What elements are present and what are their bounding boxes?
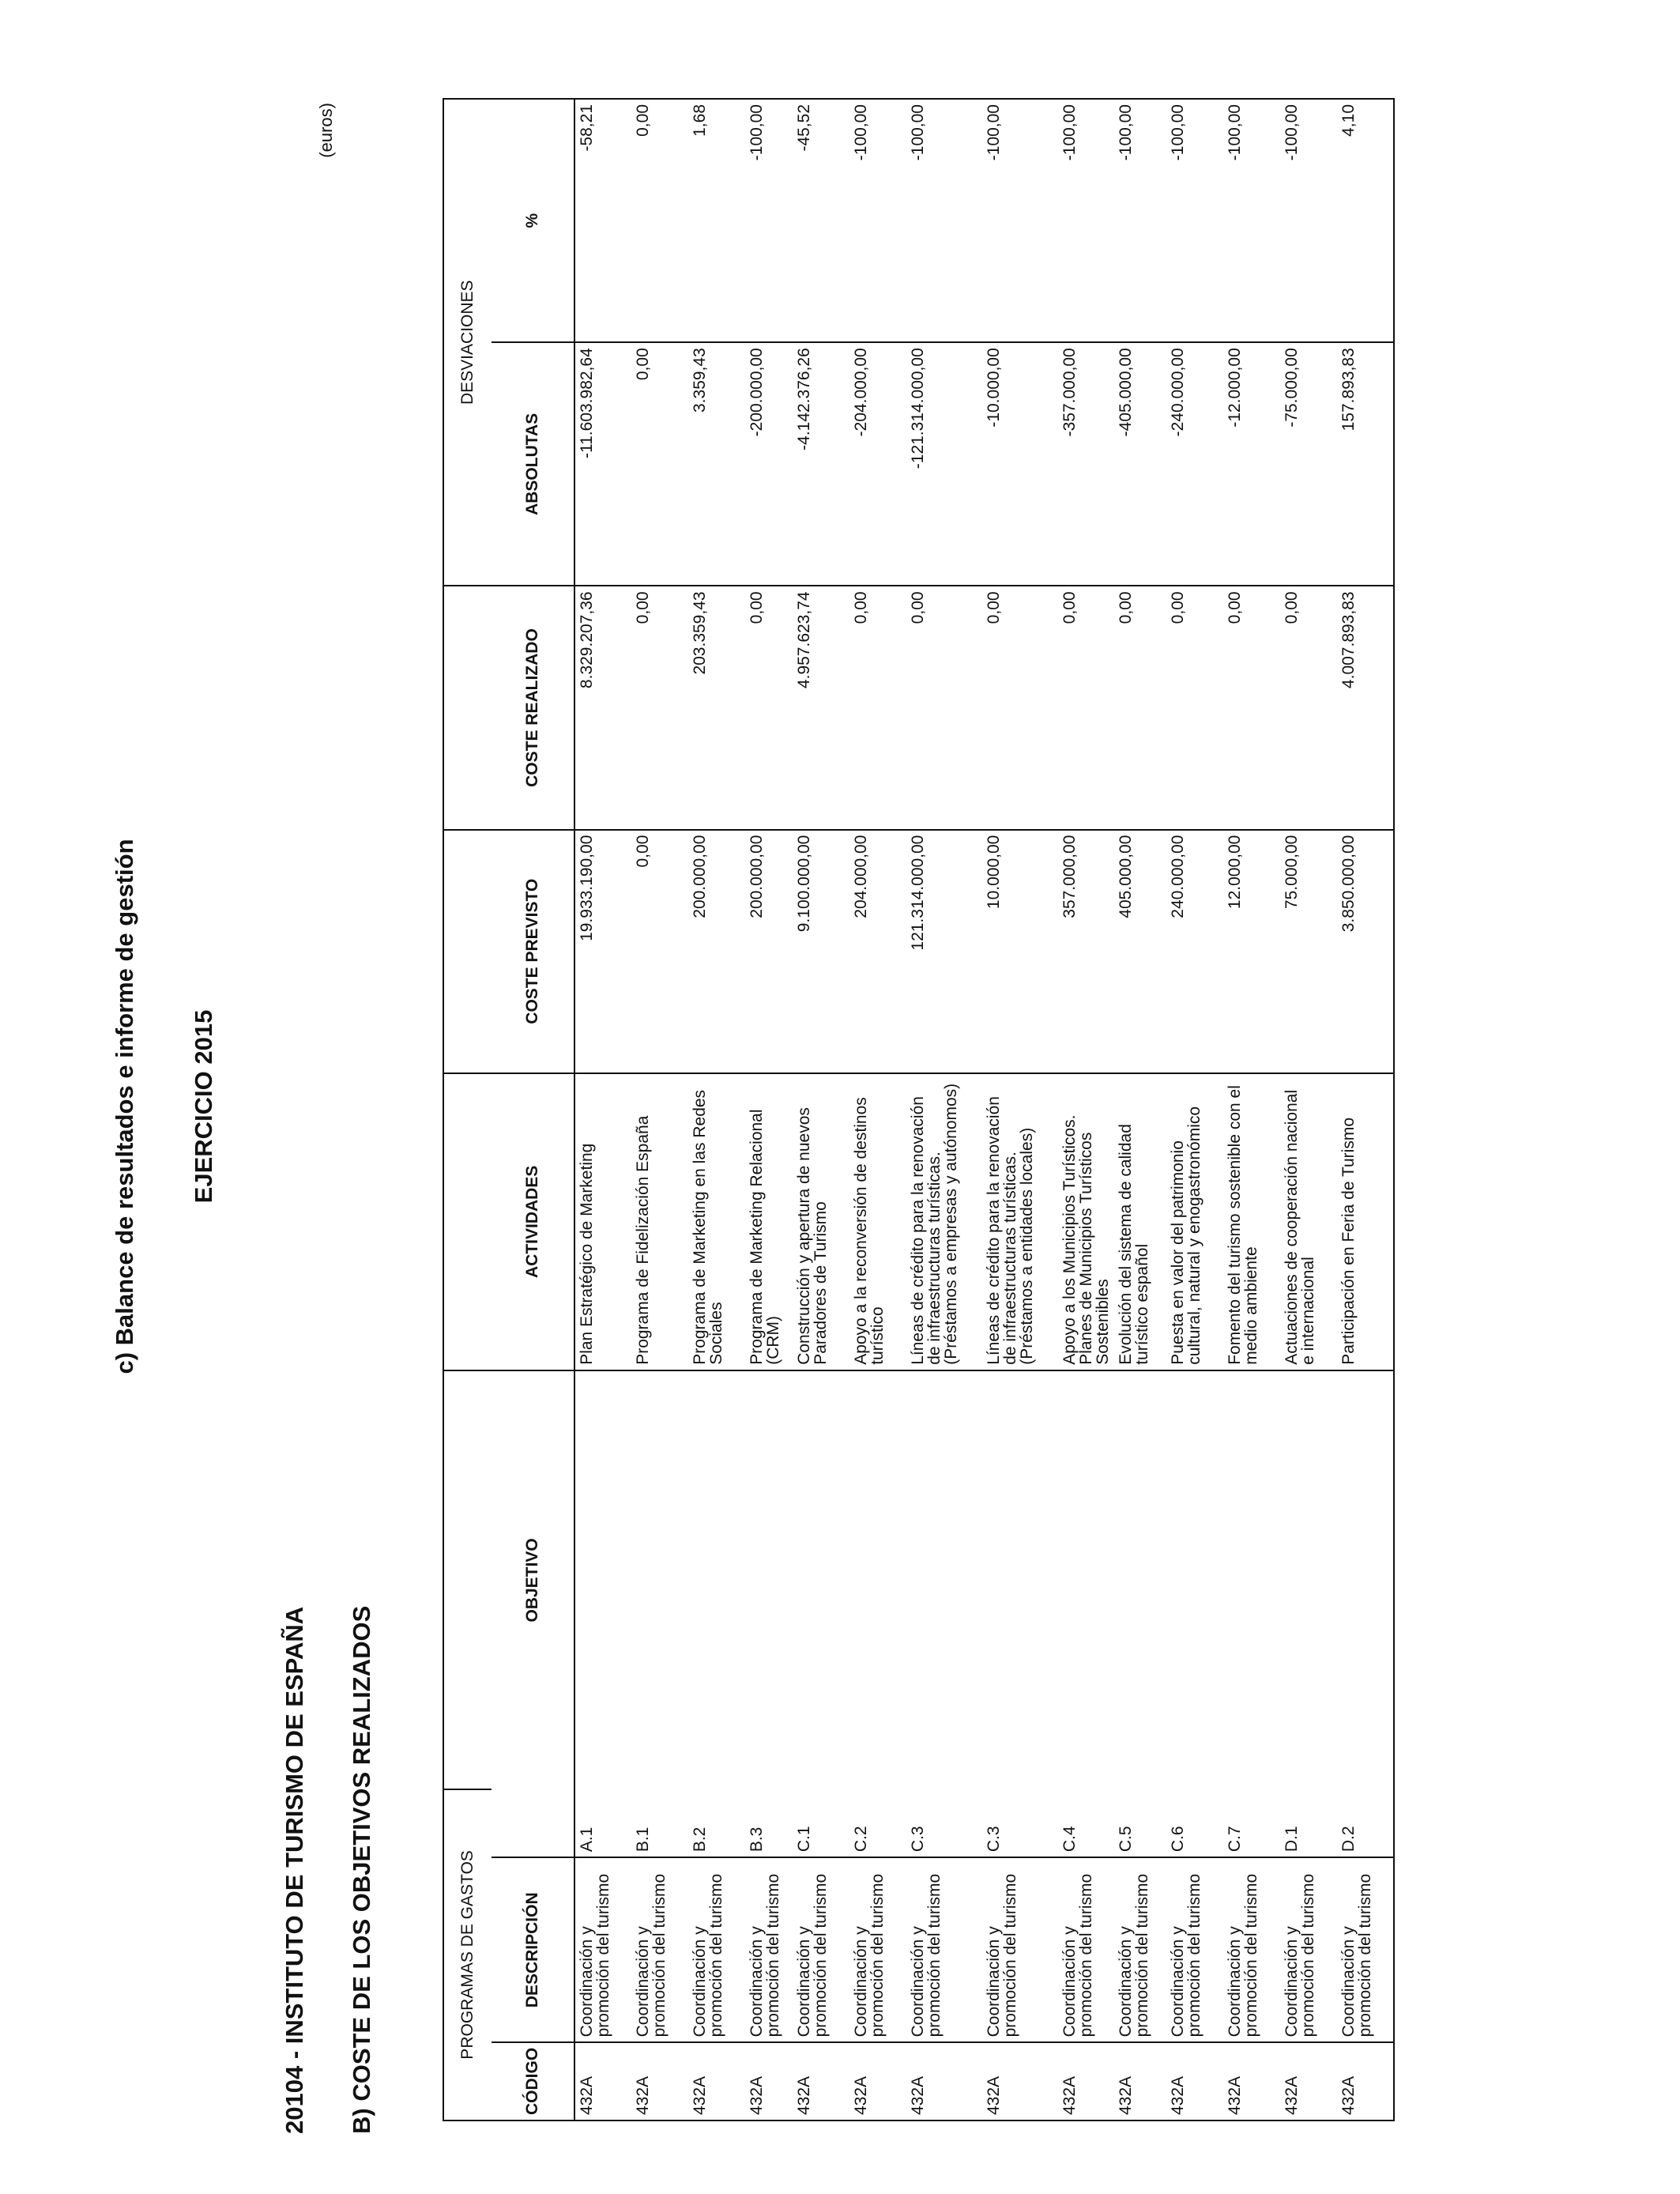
cell-coste-realizado: 203.359,43 [688,586,745,829]
cell-absolutas: -12.000,00 [1223,342,1280,586]
cell-absolutas: -204.000,00 [849,342,906,586]
table-row [688,99,745,2120]
cell-actividades: Líneas de crédito para la renovación de infraestructuras turísticas. (Préstamos a empresas y autónomos) [906,1073,982,1370]
table-row [1223,99,1280,2120]
cell-objetivo-code: A.1 [574,1789,631,1857]
cell-descripcion: Coordinación y promoción del turismo [982,1857,1058,2042]
cell-coste-previsto: 3.850.000,00 [1337,830,1394,1073]
column-header-objetivo-code [492,1789,574,1857]
cell-objetivo-spacer [631,1370,688,1789]
cell-absolutas: -405.000,00 [1114,342,1166,586]
cell-coste-previsto: 19.933.190,00 [574,830,631,1073]
cell-coste-realizado: 0,00 [1114,586,1166,829]
cell-objetivo-spacer [906,1370,982,1789]
cell-coste-realizado: 4.007.893,83 [1337,586,1394,829]
cell-actividades: Fomento del turismo sostenible con el medio ambiente [1223,1073,1280,1370]
table-row [1058,99,1114,2120]
cell-coste-previsto: 75.000,00 [1280,830,1337,1073]
cell-descripcion: Coordinación y promoción del turismo [1114,1857,1166,2042]
cell-descripcion: Coordinación y promoción del turismo [1166,1857,1223,2042]
fiscal-year: EJERCICIO 2015 [190,1009,217,1204]
group-header-spacer [443,1370,492,1789]
cell-codigo: 432A [688,2042,745,2120]
cell-absolutas: -200.000,00 [745,342,793,586]
cell-objetivo-spacer [1114,1370,1166,1789]
cell-codigo: 432A [849,2042,906,2120]
cell-coste-realizado: 0,00 [745,586,793,829]
cell-coste-realizado: 0,00 [1166,586,1223,829]
column-header-codigo: CÓDIGO [492,2042,574,2120]
cell-coste-realizado: 0,00 [906,586,982,829]
cell-objetivo-spacer [982,1370,1058,1789]
table-row [793,99,849,2120]
cell-coste-previsto: 240.000,00 [1166,830,1223,1073]
cell-descripcion: Coordinación y promoción del turismo [688,1857,745,2042]
cell-coste-realizado: 4.957.623,74 [793,586,849,829]
table-row [1337,99,1394,2120]
cell-objetivo-spacer [1280,1370,1337,1789]
cell-porcentaje: 0,00 [631,99,688,342]
cell-descripcion: Coordinación y promoción del turismo [1058,1857,1114,2042]
cell-descripcion: Coordinación y promoción del turismo [793,1857,849,2042]
cell-objetivo-code: D.2 [1337,1789,1394,1857]
table-row [631,99,688,2120]
cell-porcentaje: -45,52 [793,99,849,342]
cell-descripcion: Coordinación y promoción del turismo [906,1857,982,2042]
cell-objetivo-code: C.6 [1166,1789,1223,1857]
cell-objetivo-code: C.4 [1058,1789,1114,1857]
cell-codigo: 432A [1114,2042,1166,2120]
cell-objetivo-spacer [688,1370,745,1789]
cell-descripcion: Coordinación y promoción del turismo [745,1857,793,2042]
cell-descripcion: Coordinación y promoción del turismo [574,1857,631,2042]
cell-absolutas: 0,00 [631,342,688,586]
table-row [745,99,793,2120]
cell-descripcion: Coordinación y promoción del turismo [1223,1857,1280,2042]
cell-objetivo-spacer [745,1370,793,1789]
group-header-programas: PROGRAMAS DE GASTOS [443,1789,492,2120]
cell-codigo: 432A [745,2042,793,2120]
cell-porcentaje: 4,10 [1337,99,1394,342]
cell-codigo: 432A [1223,2042,1280,2120]
cell-objetivo-code: B.3 [745,1789,793,1857]
cell-objetivo-spacer [849,1370,906,1789]
cell-coste-previsto: 200.000,00 [745,830,793,1073]
cell-coste-previsto: 9.100.000,00 [793,830,849,1073]
table-row [1280,99,1337,2120]
cell-codigo: 432A [1280,2042,1337,2120]
cell-actividades: Construcción y apertura de nuevos Paradores de Turismo [793,1073,849,1370]
column-header-coste-realizado: COSTE REALIZADO [492,586,574,829]
cell-porcentaje: -100,00 [745,99,793,342]
cell-objetivo-code: B.1 [631,1789,688,1857]
cell-descripcion: Coordinación y promoción del turismo [849,1857,906,2042]
cell-codigo: 432A [631,2042,688,2120]
cell-descripcion: Coordinación y promoción del turismo [1280,1857,1337,2042]
cell-absolutas: -4.142.376,26 [793,342,849,586]
column-header-objetivo: OBJETIVO [492,1370,574,1789]
cell-porcentaje: -100,00 [1223,99,1280,342]
cell-coste-realizado: 0,00 [631,586,688,829]
report-title: c) Balance de resultados e informe de gestión [111,839,138,1374]
cell-porcentaje: -100,00 [849,99,906,342]
cell-descripcion: Coordinación y promoción del turismo [1337,1857,1394,2042]
cell-objetivo-code: C.7 [1223,1789,1280,1857]
table-row [1114,99,1166,2120]
column-header-actividades: ACTIVIDADES [492,1073,574,1370]
cell-actividades: Apoyo a la reconversión de destinos turístico [849,1073,906,1370]
cell-porcentaje: -58,21 [574,99,631,342]
cell-objetivo-spacer [574,1370,631,1789]
cell-coste-realizado: 8.329.207,36 [574,586,631,829]
cell-porcentaje: -100,00 [1114,99,1166,342]
cell-coste-realizado: 0,00 [1280,586,1337,829]
cell-actividades: Participación en Feria de Turismo [1337,1073,1394,1370]
cell-porcentaje: -100,00 [982,99,1058,342]
group-header-spacer [443,830,492,1073]
cell-objetivo-code: B.2 [688,1789,745,1857]
cell-objetivo-code: C.3 [906,1789,982,1857]
cell-objetivo-code: C.2 [849,1789,906,1857]
rotated-page [111,79,1438,2134]
cell-objetivo-code: D.1 [1280,1789,1337,1857]
cell-porcentaje: -100,00 [1058,99,1114,342]
cell-codigo: 432A [982,2042,1058,2120]
group-header-desviaciones: DESVIACIONES [443,99,492,586]
cell-codigo: 432A [1166,2042,1223,2120]
cell-actividades: Programa de Marketing en las Redes Sociales [688,1073,745,1370]
cell-actividades: Líneas de crédito para la renovación de infraestructuras turísticas. (Préstamos a entidades locales) [982,1073,1058,1370]
table-row [574,99,631,2120]
cell-coste-realizado: 0,00 [982,586,1058,829]
cell-coste-previsto: 12.000,00 [1223,830,1280,1073]
cell-objetivo-spacer [793,1370,849,1789]
cell-coste-previsto: 10.000,00 [982,830,1058,1073]
currency-unit: (euros) [316,103,336,158]
cell-absolutas: 157.893,83 [1337,342,1394,586]
table-row [849,99,906,2120]
cell-objetivo-code: C.1 [793,1789,849,1857]
cell-actividades: Plan Estratégico de Marketing [574,1073,631,1370]
cell-coste-realizado: 0,00 [849,586,906,829]
cell-objetivo-code: C.5 [1114,1789,1166,1857]
cell-actividades: Evolución del sistema de calidad turístico español [1114,1073,1166,1370]
cell-objetivo-spacer [1166,1370,1223,1789]
cell-objetivo-spacer [1337,1370,1394,1789]
cell-actividades: Programa de Marketing Relacional (CRM) [745,1073,793,1370]
cell-absolutas: -240.000,00 [1166,342,1223,586]
cell-codigo: 432A [906,2042,982,2120]
cell-coste-previsto: 204.000,00 [849,830,906,1073]
cell-porcentaje: -100,00 [1166,99,1223,342]
cell-actividades: Programa de Fidelización España [631,1073,688,1370]
cell-descripcion: Coordinación y promoción del turismo [631,1857,688,2042]
column-header-descripcion: DESCRIPCIÓN [492,1857,574,2042]
cell-codigo: 432A [1058,2042,1114,2120]
table-row [982,99,1058,2120]
cell-objetivo-code: C.3 [982,1789,1058,1857]
column-header-porcentaje: % [492,99,574,342]
cell-absolutas: -10.000,00 [982,342,1058,586]
cell-codigo: 432A [793,2042,849,2120]
table-row [1166,99,1223,2120]
cell-coste-previsto: 200.000,00 [688,830,745,1073]
cell-porcentaje: -100,00 [1280,99,1337,342]
section-title: B) COSTE DE LOS OBJETIVOS REALIZADOS [348,1605,375,2134]
cell-absolutas: -75.000,00 [1280,342,1337,586]
cell-coste-realizado: 0,00 [1058,586,1114,829]
cell-objetivo-spacer [1223,1370,1280,1789]
cell-absolutas: -121.314.000,00 [906,342,982,586]
cell-objetivo-spacer [1058,1370,1114,1789]
cell-coste-previsto: 121.314.000,00 [906,830,982,1073]
objectives-cost-table [443,98,1395,2121]
cell-actividades: Puesta en valor del patrimonio cultural, natural y enogastronómico [1166,1073,1223,1370]
cell-porcentaje: -100,00 [906,99,982,342]
cell-codigo: 432A [1337,2042,1394,2120]
organization-name: 20104 - INSTITUTO DE TURISMO DE ESPAÑA [281,1606,308,2134]
column-header-absolutas: ABSOLUTAS [492,342,574,586]
group-header-spacer [443,1073,492,1370]
cell-actividades: Apoyo a los Municipios Turísticos. Planes de Municipios Turísticos Sostenibles [1058,1073,1114,1370]
cell-coste-previsto: 405.000,00 [1114,830,1166,1073]
cell-coste-previsto: 357.000,00 [1058,830,1114,1073]
column-header-coste-previsto: COSTE PREVISTO [492,830,574,1073]
table-row [906,99,982,2120]
cell-absolutas: -357.000,00 [1058,342,1114,586]
group-header-spacer [443,586,492,829]
cell-actividades: Actuaciones de cooperación nacional e internacional [1280,1073,1337,1370]
cell-codigo: 432A [574,2042,631,2120]
cell-absolutas: -11.603.982,64 [574,342,631,586]
cell-absolutas: 3.359,43 [688,342,745,586]
cell-porcentaje: 1,68 [688,99,745,342]
cell-coste-previsto: 0,00 [631,830,688,1073]
cell-coste-realizado: 0,00 [1223,586,1280,829]
